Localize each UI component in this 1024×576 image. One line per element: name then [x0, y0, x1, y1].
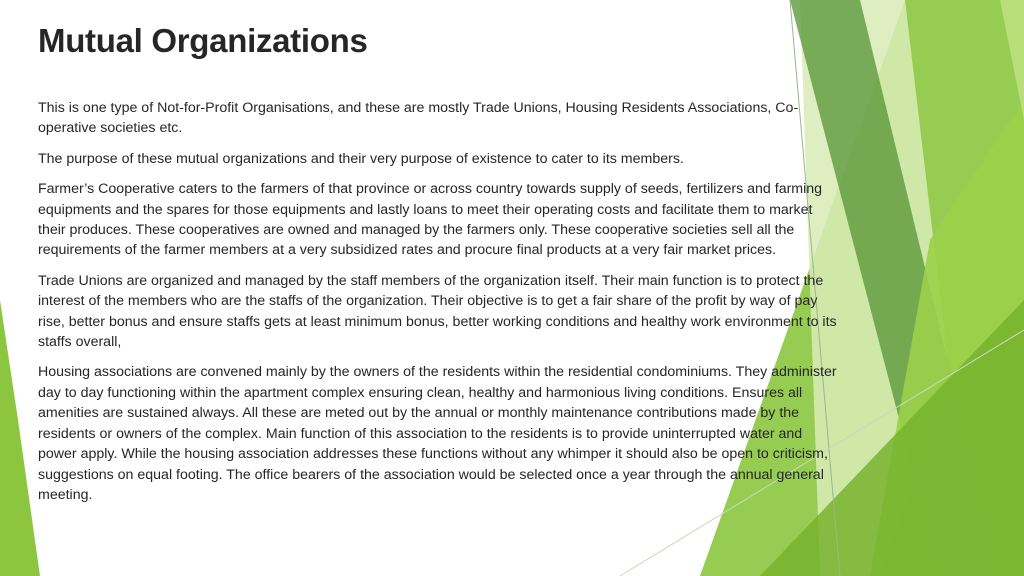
paragraph-trade-unions: Trade Unions are organized and managed by the staff members of the organization itself. Their main function is to protect the interest of the members who are the staffs of the organization. Their objective is to get a fair share of the profit by way of pay rise, better bonus and ensure staffs gets at least minimum bonus, better working conditions and healthy work environment to its staffs overall,: [38, 272, 837, 351]
paragraph-farmers-cooperative: Farmer’s Cooperative caters to the farmers of that province or across country towards supply of seeds, fertilizers and farming equipments and the spares for those equipments and lastly loans to meet their operating costs and facilitate them to market their produces. These cooperatives are owned and managed by the farmers only. These cooperative societies sell all the requirements of the farmer members at a very subsidized rates and procure final products at a very fair market prices.: [38, 181, 823, 259]
slide-body: [38, 98, 838, 515]
slide-title: Mutual Organizations: [38, 22, 368, 59]
paragraph-definition: This is one type of Not-for-Profit Organisations, and these are mostly Trade Unions, Housing Residents Associations, Co-operative societies etc.: [38, 100, 799, 137]
paragraph-purpose: The purpose of these mutual organizations and their very purpose of existence to cater to its members.: [38, 150, 684, 167]
paragraph-housing-associations: Housing associations are convened mainly by the owners of the residents within the residential condominiums. They administer day to day functioning within the apartment complex ensuring clean, healthy and harmonious living conditions. Ensures all amenities are sustained always. All these are meted out by the annual or monthly maintenance contributions made by the residents or owners of the complex. Main function of this association to the residents is to provide uninterrupted water and power apply. While the housing association addresses these functions without any whimper it should also be open to criticism, suggestions on equal footing. The office bearers of the association would be selected once a year through the annual general meeting.: [38, 364, 837, 503]
decor-left-edge-strip: [0, 300, 40, 576]
